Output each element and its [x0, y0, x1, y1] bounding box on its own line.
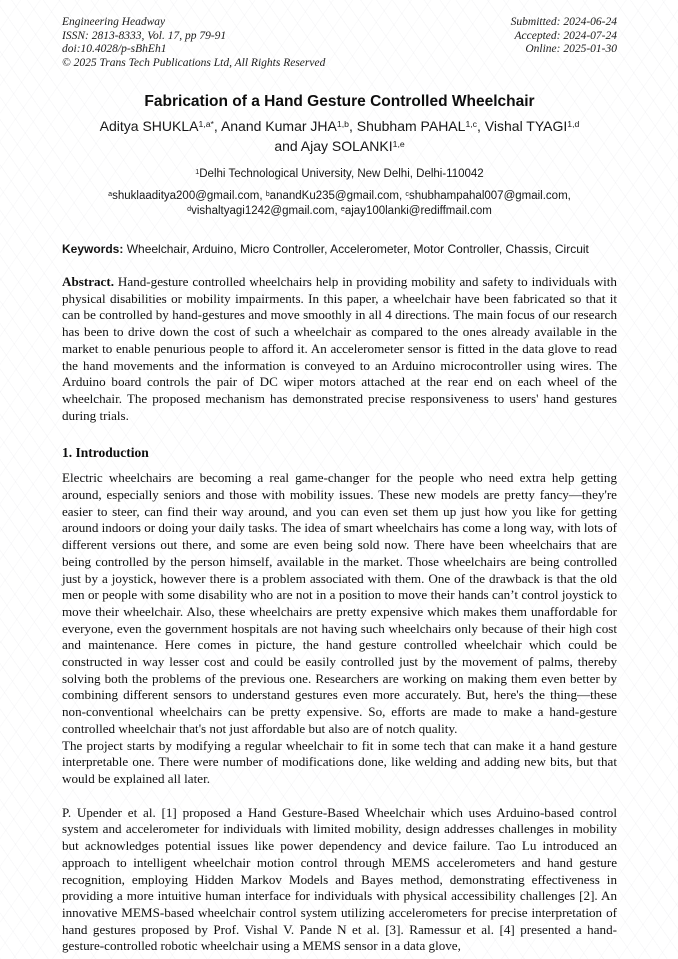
abstract-text: Hand-gesture controlled wheelchairs help in providing mobility and safety to individuals with physical disabilities or mobility impairments. In this paper, a wheelchair have been fabricated so that it can be controlled by hand-gestures and move smoothly in all 4 directions. The main focus of our research has been to drive down the cost of such a wheelchair as compared to the ones already available in the market to enable penurious people to afford it. An accelerometer sensor is fitted in the data glove to read the hand movements and the information is conveyed to an Arduino microcontroller using wires. The Arduino board controls the pair of DC wiper motors attached at the rear end on each wheel of the wheelchair. The proposed mechanism has demonstrated precise responsiveness to users' hand gestures during trials.	[62, 274, 617, 423]
author-separator: ,	[348, 118, 357, 134]
author-name: Shubham PAHAL	[356, 118, 466, 134]
publication-header-left	[62, 16, 325, 70]
section-heading-introduction: 1. Introduction	[62, 445, 149, 461]
email-address: anandKu235@gmail.com	[269, 190, 399, 202]
author-superscript: 1,c	[465, 119, 478, 130]
online-date: Online: 2025-01-30	[525, 43, 617, 55]
keywords-line	[62, 242, 617, 257]
copyright-line: © 2025 Trans Tech Publications Ltd, All Rights Reserved	[62, 56, 326, 69]
author-separator: ,	[477, 118, 485, 134]
related-work-paragraph: P. Upender et al. [1] proposed a Hand Gesture-Based Wheelchair which uses Arduino-based control system and accelerometer for individuals with limited mobility, design addresses challenges in mobility but acknowledges potential issues like power dependency and device failure. Tao Lu introduced an approach to intelligent wheelchair motion control through MEMS accelerometers and hand gesture recognition, employing Hidden Markov Models and Bayes method, demonstrating effectiveness in providing a more intuitive human interface for individuals with physical accessibility challenges [2]. An innovative MEMS-based wheelchair control system utilizing accelerometers for precise interpretation of hand gestures proposed by Prof. Vishal V. Pande N et al. [3]. Ramessur et al. [4] presented a hand-gesture-controlled robotic wheelchair using a MEMS sensor in a data glove,	[62, 804, 617, 954]
publication-header	[62, 16, 617, 70]
email-superscript: c	[405, 189, 409, 198]
introduction-paragraph-2: The project starts by modifying a regular wheelchair to fit in some tech that can make it a hand gesture interpretable one. There were number of modifications done, like welding and adding new bits, but that would be explained all later.	[62, 737, 617, 786]
email-address: vishaltyagi1242@gmail.com	[191, 205, 335, 217]
email-superscript: b	[265, 189, 270, 198]
paper-title: Fabrication of a Hand Gesture Controlled Wheelchair	[144, 93, 535, 110]
email-superscript: a	[108, 189, 113, 198]
author-superscript: 1,e	[392, 139, 405, 150]
email-address: shubhampahal007@gmail.com	[408, 190, 568, 202]
author-name: Aditya SHUKLA	[99, 118, 199, 134]
affiliation-superscript: 1	[195, 167, 200, 176]
author-name: Anand Kumar JHA	[220, 118, 337, 134]
affiliation-text: Delhi Technological University, New Delhi, Delhi-110042	[199, 168, 484, 180]
author-name: Vishal TYAGI	[484, 118, 568, 134]
keywords-label: Keywords:	[62, 242, 124, 256]
email-address: shuklaaditya200@gmail.com	[112, 190, 260, 202]
accepted-date: Accepted: 2024-07-24	[514, 29, 617, 42]
authors-conjunction: and	[274, 138, 301, 154]
email-separator: ,	[398, 190, 406, 202]
email-superscript: e	[340, 204, 345, 213]
email-separator: ,	[259, 190, 266, 202]
affiliation-line	[62, 168, 617, 180]
submitted-date: Submitted: 2024-06-24	[510, 16, 617, 28]
email-separator: ,	[334, 205, 341, 217]
abstract-label: Abstract.	[62, 274, 114, 289]
publication-header-right	[511, 16, 617, 70]
journal-name: Engineering Headway	[62, 16, 166, 28]
authors-line	[62, 116, 617, 156]
author-superscript: 1,a*	[198, 119, 214, 130]
author-superscript: 1,b	[336, 119, 349, 130]
author-separator: ,	[213, 118, 221, 134]
emails-line	[62, 189, 617, 219]
email-address: ajay100lanki@rediffmail.com	[344, 205, 492, 217]
author-name: Ajay SOLANKI	[300, 138, 393, 154]
introduction-paragraph-1: Electric wheelchairs are becoming a real game-changer for the people who need extra help getting around, especially seniors and those with mobility issues. These new models are pretty fancy—they're easier to steer, can find their way around, and you can even set them up just how you like for getting around indoors or doing your daily tasks. The idea of smart wheelchairs has come a long way, with lots of different versions out there, and some are even being sold now. There have been wheelchairs that are being controlled by the person himself, available in the market. Those wheelchairs are being controlled just by a joystick, however there is a problem associated with them. One of the drawback is that the old men or people with some disability who are not in a position to move their hands can’t control joystick to move their wheelchair. Also, these wheelchairs are pretty expensive which makes them unaffordable for everyone, even the government hospitals are not having such wheelchairs only because of their high cost and maintenance. Here comes in picture, the hand gesture controlled wheelchair which could be constructed in way lesser cost and could be easily controlled just by the movement of palms, thereby solving both the problems of the previous one. Researchers are working on making them even better by combining different sensors to understand gestures even more accurately. But, here's the thing—these non-conventional wheelchairs can be pretty expensive. So, efforts are made to make a hand-gesture controlled wheelchair that's not just affordable but also are of notch quality.	[62, 470, 617, 736]
email-superscript: d	[187, 204, 192, 213]
email-separator: ,	[567, 190, 571, 202]
keywords-text: Wheelchair, Arduino, Micro Controller, Accelerometer, Motor Controller, Chassis, Circuit	[126, 242, 589, 256]
author-superscript: 1,d	[567, 119, 580, 130]
doi-line: doi:10.4028/p-sBhEh1	[62, 43, 167, 55]
issn-volume-line: ISSN: 2813-8333, Vol. 17, pp 79-91	[62, 29, 227, 42]
abstract-paragraph	[62, 274, 617, 424]
